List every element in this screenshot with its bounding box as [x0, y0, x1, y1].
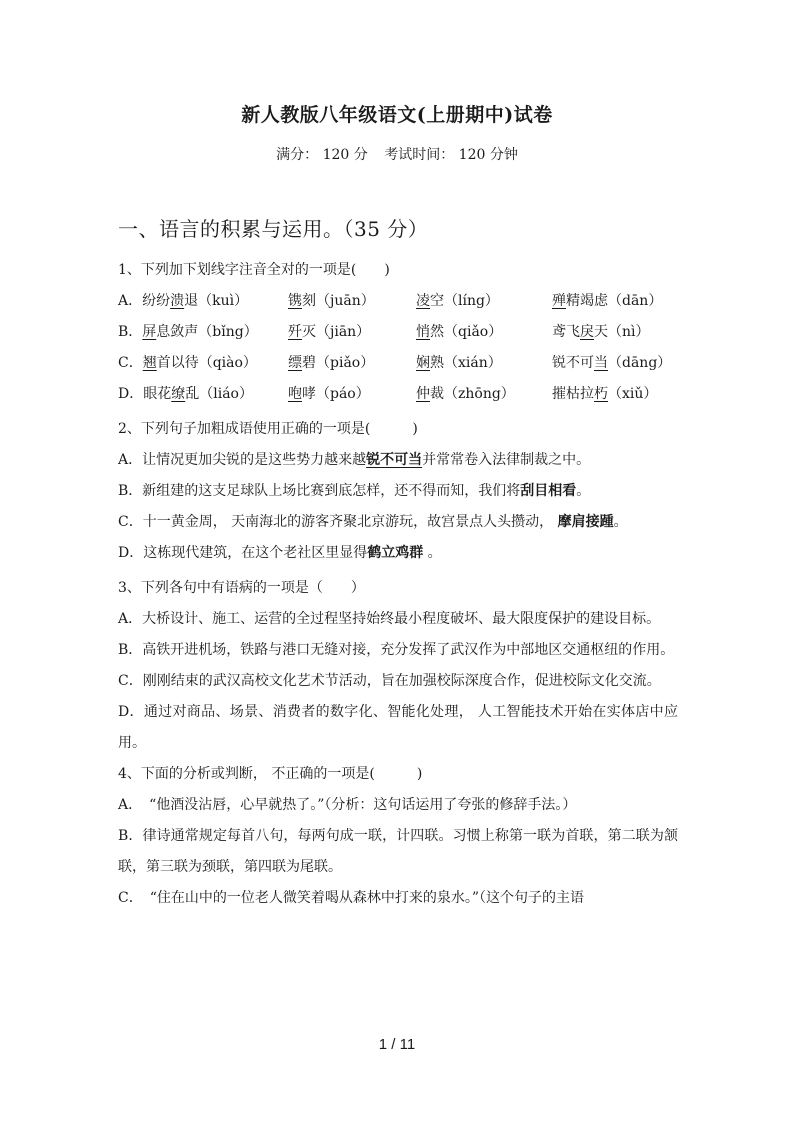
underlined-character: 咆 [288, 386, 302, 402]
underlined-character: 镌 [288, 293, 302, 309]
underlined-character: 悄 [416, 324, 430, 340]
question-1-option-row [118, 348, 678, 379]
option-item [288, 379, 416, 410]
exam-title: 新人教版八年级语文(上册期中)试卷 [241, 104, 553, 126]
item-suffix: 熟（xián） [430, 355, 502, 371]
question-1-stem: 1、下列加下划线字注音全对的一项是( ) [118, 262, 390, 278]
item-suffix: 空（líng） [430, 293, 499, 309]
exam-time: 考试时间： 120 分钟 [384, 147, 518, 163]
page-number: 1 / 11 [378, 1036, 416, 1053]
section-heading: 一、语言的积累与运用。（35 分） [118, 217, 429, 241]
item-suffix: （dāng） [608, 355, 672, 371]
option-item [288, 286, 416, 317]
question-2-option-b [118, 476, 678, 507]
underlined-character: 缭 [171, 386, 186, 402]
item-suffix: 灭（jiān） [302, 324, 371, 340]
item-suffix: 乱（liáo） [185, 386, 253, 402]
option-text: D．这栋现代建筑，在这个老社区里显得 [118, 545, 368, 561]
item-suffix: （xiǔ） [608, 386, 658, 402]
underlined-character: 戾 [580, 324, 594, 340]
option-text: A．让情况更加尖锐的是这些势力越来越 [118, 452, 367, 468]
option-label: B． [118, 324, 143, 340]
question-1-option-row [118, 317, 678, 348]
question-4-stem: 4、下面的分析或判断， 不正确的一项是( ) [118, 766, 423, 782]
question-3-option-b: B．高铁开进机场，铁路与港口无缝对接，充分发挥了武汉作为中部地区交通枢纽的作用。 [118, 642, 675, 658]
question-4-option-b: B．律诗通常规定每首八句，每两句成一联，计四联。习惯上称第一联为首联，第二联为颔联，第三联为颈联，第四联为尾联。 [118, 828, 678, 875]
underlined-character: 翘 [142, 355, 157, 371]
item-suffix: 碧（piǎo） [302, 355, 375, 371]
underlined-character: 缥 [288, 355, 302, 371]
underlined-character: 当 [594, 355, 608, 371]
option-item [288, 348, 416, 379]
question-4-option-c: C． “住在山中的一位老人微笑着喝从森林中打来的泉水。”（这个句子的主语 [118, 890, 585, 906]
bold-idiom: 刮目相看 [520, 483, 577, 499]
bold-idiom: 鹤立鸡群 [367, 545, 424, 561]
bold-idiom: 锐不可当 [366, 452, 423, 468]
option-item [118, 286, 288, 317]
item-suffix: 息敛声（bǐng） [156, 324, 258, 340]
question-1-options [118, 286, 678, 410]
item-suffix: 退（kuì） [184, 293, 249, 309]
option-text: 。 [576, 483, 591, 499]
item-suffix: 刻（juān） [302, 293, 375, 309]
item-suffix: 哮（páo） [302, 386, 370, 402]
item-prefix: 纷纷 [142, 293, 171, 309]
option-text: 。 [613, 514, 628, 530]
option-label: D． [118, 386, 144, 402]
option-label: C． [118, 355, 143, 371]
option-item [416, 379, 552, 410]
option-item [416, 348, 552, 379]
underlined-character: 屏 [142, 324, 157, 340]
question-2-stem: 2、下列句子加粗成语使用正确的一项是( ) [118, 421, 418, 437]
option-label: A． [118, 293, 143, 309]
option-text: B．新组建的这支足球队上场比赛到底怎样，还不得而知，我们将 [118, 483, 521, 499]
option-item [416, 286, 552, 317]
option-item [552, 348, 678, 379]
option-text: 。 [423, 545, 442, 561]
exam-meta [0, 144, 794, 164]
option-item [552, 317, 678, 348]
item-suffix: 天（nì） [594, 324, 650, 340]
item-prefix: 摧枯拉 [552, 386, 594, 402]
question-3-stem: 3、下列各句中有语病的一项是（ ） [118, 580, 365, 596]
item-prefix: 鸢飞 [552, 324, 580, 340]
option-text: C．十一黄金周， 天南海北的游客齐聚北京游玩，故宫景点人头攒动， [118, 514, 558, 530]
option-text: 并常常卷入法律制裁之中。 [422, 452, 591, 468]
question-4-option-a: A． “他酒没沾唇，心早就热了。”（分析：这句话运用了夸张的修辞手法。） [118, 797, 577, 813]
item-suffix: 然（qiǎo） [430, 324, 503, 340]
option-item [118, 348, 288, 379]
question-3-option-d: D．通过对商品、场景、消费者的数字化、智能化处理， 人工智能技术开始在实体店中应用。 [118, 704, 678, 751]
full-score: 满分： 120 分 [276, 147, 368, 163]
underlined-character: 娴 [416, 355, 430, 371]
underlined-character: 歼 [288, 324, 302, 340]
underlined-character: 溃 [170, 293, 185, 309]
question-2-option-c [118, 507, 678, 538]
option-item [288, 317, 416, 348]
bold-idiom: 摩肩接踵 [557, 514, 614, 530]
item-suffix: 精竭虑（dān） [566, 293, 663, 309]
option-item [118, 379, 288, 410]
option-item [552, 286, 678, 317]
underlined-character: 仲 [416, 386, 430, 402]
item-suffix: 裁（zhōng） [430, 386, 515, 402]
item-suffix: 首以待（qiào） [156, 355, 257, 371]
question-3-option-a: A．大桥设计、施工、运营的全过程坚持始终最小程度破坏、最大限度保护的建设目标。 [118, 611, 661, 627]
underlined-character: 凌 [416, 293, 430, 309]
underlined-character: 殚 [552, 293, 566, 309]
question-1-option-row [118, 379, 678, 410]
option-item [118, 317, 288, 348]
item-prefix: 眼花 [143, 386, 172, 402]
question-1-option-row [118, 286, 678, 317]
questions [118, 255, 678, 914]
option-item [416, 317, 552, 348]
question-2-option-a [118, 445, 678, 476]
item-prefix: 锐不可 [552, 355, 594, 371]
option-item [552, 379, 678, 410]
question-3-option-c: C．刚刚结束的武汉高校文化艺术节活动，旨在加强校际深度合作，促进校际文化交流。 [118, 673, 661, 689]
underlined-character: 朽 [594, 386, 608, 402]
question-2-option-d [118, 538, 678, 569]
